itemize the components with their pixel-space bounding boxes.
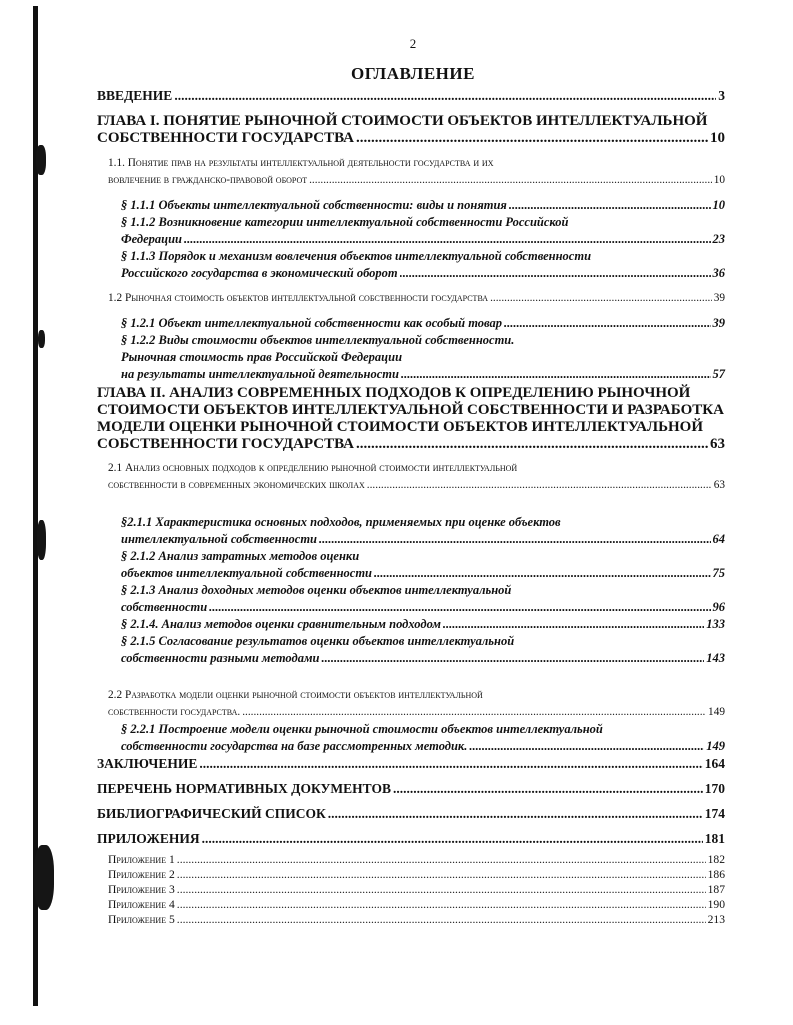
toc-entry-paragraph-1-1-3[interactable]: § 1.1.3 Порядок и механизм вовлечения объектов интеллектуальной собственности Российского государства в экономический оборот ..... 36	[97, 248, 725, 282]
page-ref: 64	[712, 532, 725, 546]
toc-entry-appendix[interactable]: Приложение 5 ..... 213	[97, 912, 725, 927]
page-ref: 190	[707, 898, 725, 911]
toc-entry-chapter-1[interactable]: ГЛАВА I. ПОНЯТИЕ РЫНОЧНОЙ СТОИМОСТИ ОБЪЕКТОВ ИНТЕЛЛЕКТУАЛЬНОЙ СОБСТВЕННОСТИ ГОСУДАРСТВА ..... 10	[97, 113, 725, 147]
page-ref: 181	[704, 831, 725, 846]
toc-title: ОГЛАВЛЕНИЕ	[351, 64, 475, 83]
toc-entry-appendix[interactable]: Приложение 4 ..... 190	[97, 897, 725, 912]
table-of-contents	[97, 88, 725, 927]
page-ref: 57	[712, 367, 725, 381]
toc-entry-appendices[interactable]: ПРИЛОЖЕНИЯ ..... 181	[97, 830, 725, 848]
toc-entry-paragraph-2-2-1[interactable]: § 2.2.1 Построение модели оценки рыночной стоимости объектов интеллектуальной собственности государства на базе рассмотренных методик. ..... 149	[97, 721, 725, 755]
toc-entry-paragraph-1-1-1[interactable]: § 1.1.1 Объекты интеллектуальной собственности: виды и понятия ..... 10	[97, 197, 725, 214]
page-ref: 10	[713, 174, 725, 186]
page-ref: 63	[713, 479, 725, 491]
toc-entry-section-2-2[interactable]: 2.2 Разработка модели оценки рыночной стоимости объектов интеллектуальной собственности государства. ..... 149	[97, 687, 725, 721]
toc-entry-paragraph-2-1-1[interactable]: §2.1.1 Характеристика основных подходов, применяемых при оценке объектов интеллектуальной собственности ..... 64	[97, 514, 725, 548]
page-ref: 213	[707, 913, 725, 926]
page-ref: 149	[708, 706, 725, 718]
toc-entry-paragraph-2-1-3[interactable]: § 2.1.3 Анализ доходных методов оценки объектов интеллектуальной собственности ..... 96	[97, 582, 725, 616]
toc-entry-appendix[interactable]: Приложение 2 ..... 186	[97, 867, 725, 882]
toc-entry-paragraph-2-1-2[interactable]: § 2.1.2 Анализ затратных методов оценки объектов интеллектуальной собственности ..... 75	[97, 548, 725, 582]
page-ref: 182	[707, 853, 725, 866]
page-ref: 170	[704, 781, 725, 796]
toc-entry-section-2-1[interactable]: 2.1 Анализ основных подходов к определению рыночной стоимости интеллектуальной собственности в современных экономических школах ..... 63	[97, 460, 725, 494]
toc-entry-section-1-2[interactable]: 1.2 Рыночная стоимость объектов интеллектуальной собственности государства ..... 39	[97, 290, 725, 307]
page-ref: 96	[712, 600, 725, 614]
page-ref: 63	[710, 436, 725, 452]
scan-smudge	[36, 145, 46, 175]
toc-entry-paragraph-1-1-2[interactable]: § 1.1.2 Возникновение категории интеллектуальной собственности Российской Федерации ..... 23	[97, 214, 725, 248]
toc-entry-paragraph-2-1-4[interactable]: § 2.1.4. Анализ методов оценки сравнительным подходом ..... 133	[97, 616, 725, 633]
scan-smudge	[37, 520, 46, 560]
page-ref: 39	[713, 292, 725, 304]
toc-entry-paragraph-2-1-5[interactable]: § 2.1.5 Согласование результатов оценки объектов интеллектуальной собственности разными методами ..... 143	[97, 633, 725, 667]
toc-entry-conclusion[interactable]: ЗАКЛЮЧЕНИЕ ..... 164	[97, 755, 725, 773]
toc-entry-appendix[interactable]: Приложение 1 ..... 182	[97, 852, 725, 867]
page-ref: 174	[704, 806, 725, 821]
page-ref: 75	[712, 566, 725, 580]
page-ref: 149	[706, 739, 725, 753]
toc-entry-normative-documents[interactable]: ПЕРЕЧЕНЬ НОРМАТИВНЫХ ДОКУМЕНТОВ ..... 170	[97, 780, 725, 798]
toc-entry-introduction[interactable]: ВВЕДЕНИЕ ..... 3	[97, 88, 725, 104]
page-ref: 10	[712, 198, 725, 212]
page-ref: 187	[707, 883, 725, 896]
page-ref: 164	[704, 756, 725, 771]
page-ref: 186	[707, 868, 725, 881]
toc-entry-section-1-1[interactable]: 1.1. Понятие прав на результаты интеллектуальной деятельности государства и их вовлечение в гражданско-правовой оборот ..... 10	[97, 155, 725, 189]
page-number: 2	[409, 36, 417, 51]
toc-entry-appendix[interactable]: Приложение 3 ..... 187	[97, 882, 725, 897]
page-ref: 143	[706, 651, 725, 665]
page-ref: 23	[712, 232, 725, 246]
page-ref: 10	[710, 130, 725, 146]
page-ref: 36	[712, 266, 725, 280]
toc-entry-chapter-2[interactable]: ГЛАВА II. АНАЛИЗ СОВРЕМЕННЫХ ПОДХОДОВ К ОПРЕДЕЛЕНИЮ РЫНОЧНОЙ СТОИМОСТИ ОБЪЕКТОВ ИНТЕЛЛЕКТУАЛЬНОЙ СОБСТВЕННОСТИ И РАЗРАБОТКА МОДЕЛИ ОЦЕНКИ РЫНОЧНОЙ СТОИМОСТИ ОБЪЕКТОВ ИНТЕЛЛЕКТУАЛЬНОЙ СОБСТВЕННОСТИ ГОСУДАРСТВА ..... 63	[97, 385, 725, 453]
scan-smudge	[38, 330, 45, 348]
toc-entry-bibliography[interactable]: БИБЛИОГРАФИЧЕСКИЙ СПИСОК ..... 174	[97, 805, 725, 823]
page-ref: 133	[706, 617, 725, 631]
toc-entry-paragraph-1-2-2[interactable]: § 1.2.2 Виды стоимости объектов интеллектуальной собственности. Рыночная стоимость прав Российской Федерации на результаты интеллектуальной деятельности ..... 57	[97, 332, 725, 383]
page-ref: 39	[712, 316, 725, 330]
page-ref: 3	[718, 88, 725, 103]
toc-entry-paragraph-1-2-1[interactable]: § 1.2.1 Объект интеллектуальной собственности как особый товар ..... 39	[97, 315, 725, 332]
scan-smudge	[34, 845, 54, 910]
